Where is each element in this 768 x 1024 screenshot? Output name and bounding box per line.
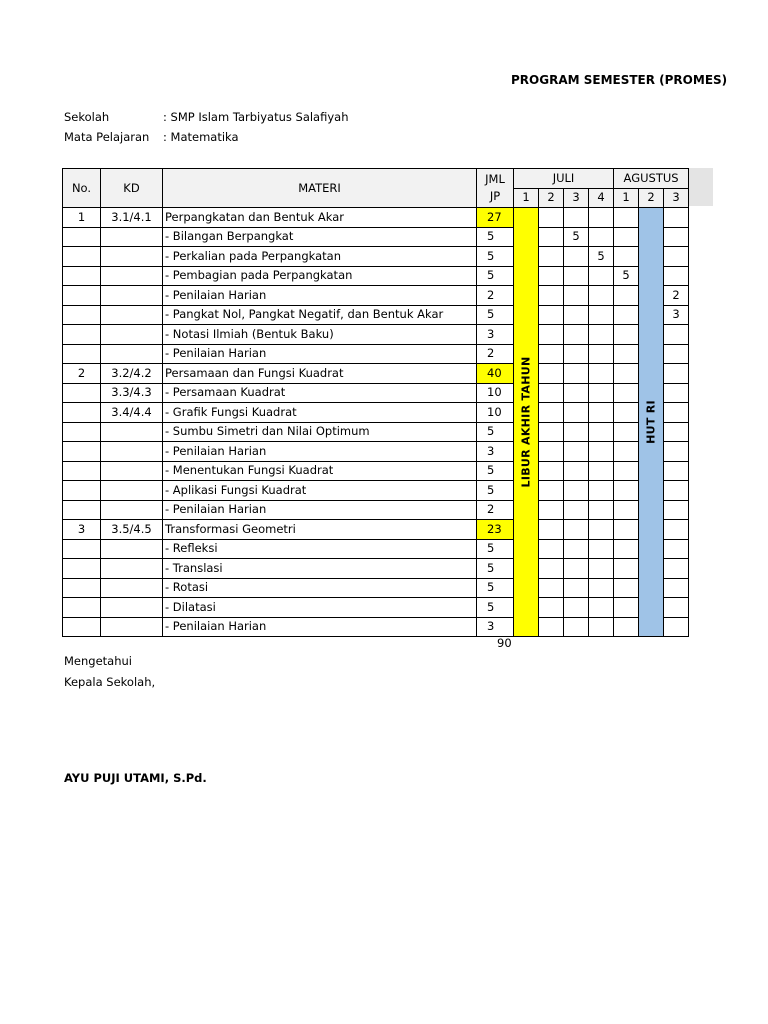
week-cell (539, 247, 564, 267)
week-cell (539, 617, 564, 637)
row-kd (101, 266, 163, 286)
week-cell (614, 539, 639, 559)
info-label-sekolah: Sekolah (64, 110, 110, 124)
week-cell (614, 208, 639, 228)
table-row (63, 559, 689, 579)
table-row (63, 422, 689, 442)
week-cell (589, 500, 614, 520)
row-kd (101, 325, 163, 345)
row-jp: 10 (477, 383, 514, 403)
week-cell: 5 (614, 266, 639, 286)
week-cell (564, 403, 589, 423)
row-kd (101, 442, 163, 462)
week-cell (614, 325, 639, 345)
row-jp: 3 (477, 325, 514, 345)
week-cell (589, 325, 614, 345)
row-no (63, 442, 101, 462)
week-cell (589, 481, 614, 501)
week-cell: 3 (664, 305, 689, 325)
week-cell (664, 598, 689, 618)
week-cell (564, 344, 589, 364)
libur-akhir-tahun-label: LIBUR AKHIR TAHUN (519, 356, 533, 488)
row-jp: 23 (477, 520, 514, 540)
week-juli-3: 3 (564, 188, 589, 208)
info-value-sekolah: : SMP Islam Tarbiyatus Salafiyah (163, 110, 349, 124)
row-no (63, 383, 101, 403)
row-kd (101, 539, 163, 559)
row-kd (101, 578, 163, 598)
hut-ri-label: HUT RI (644, 400, 658, 444)
row-materi: Transformasi Geometri (163, 520, 477, 540)
row-materi: - Penilaian Harian (163, 617, 477, 637)
week-cell (589, 344, 614, 364)
row-kd (101, 481, 163, 501)
row-kd (101, 227, 163, 247)
row-no: 3 (63, 520, 101, 540)
row-jp: 3 (477, 617, 514, 637)
week-cell (589, 559, 614, 579)
row-kd: 3.2/4.2 (101, 364, 163, 384)
week-cell (589, 422, 614, 442)
info-value-mata-pelajaran: : Matematika (163, 130, 239, 144)
table-row (63, 266, 689, 286)
row-kd (101, 559, 163, 579)
row-kd (101, 305, 163, 325)
row-jp: 2 (477, 286, 514, 306)
week-cell (589, 598, 614, 618)
row-no (63, 500, 101, 520)
row-kd: 3.5/4.5 (101, 520, 163, 540)
week-cell: 2 (664, 286, 689, 306)
row-jp: 5 (477, 461, 514, 481)
total-jp: 90 (497, 636, 512, 650)
header-month-juli: JULI (514, 169, 614, 189)
week-cell (614, 383, 639, 403)
row-no (63, 286, 101, 306)
week-cell (564, 461, 589, 481)
week-cell (539, 344, 564, 364)
week-cell (564, 247, 589, 267)
row-no: 2 (63, 364, 101, 384)
table-row (63, 520, 689, 540)
week-agustus-3: 3 (664, 188, 689, 208)
signature-acknowledge: Mengetahui (64, 654, 132, 668)
week-cell (664, 383, 689, 403)
week-cell (614, 305, 639, 325)
week-cell (664, 403, 689, 423)
table-row (63, 383, 689, 403)
table-row (63, 578, 689, 598)
week-cell (614, 442, 639, 462)
week-cell (589, 364, 614, 384)
week-cell (614, 344, 639, 364)
header-kd: KD (101, 169, 163, 208)
week-cell (664, 481, 689, 501)
week-cell (539, 539, 564, 559)
semester-program-table (62, 168, 689, 637)
week-cell (539, 520, 564, 540)
week-cell (614, 227, 639, 247)
header-month-agustus: AGUSTUS (614, 169, 689, 189)
week-cell (664, 364, 689, 384)
document-title: PROGRAM SEMESTER (PROMES) (511, 73, 728, 87)
week-cell (564, 325, 589, 345)
info-label-mata-pelajaran: Mata Pelajaran (64, 130, 150, 144)
row-no (63, 305, 101, 325)
row-materi: - Rotasi (163, 578, 477, 598)
week-cell (614, 422, 639, 442)
week-cell (539, 305, 564, 325)
week-cell (564, 539, 589, 559)
row-materi: - Penilaian Harian (163, 442, 477, 462)
table-row (63, 598, 689, 618)
row-no (63, 578, 101, 598)
week-cell (614, 461, 639, 481)
hut-ri-band (639, 208, 664, 637)
row-no (63, 344, 101, 364)
week-cell (589, 266, 614, 286)
table-row (63, 227, 689, 247)
week-juli-1: 1 (514, 188, 539, 208)
week-cell (539, 383, 564, 403)
table-row (63, 481, 689, 501)
week-cell (564, 266, 589, 286)
week-cell (589, 403, 614, 423)
week-agustus-1: 1 (614, 188, 639, 208)
week-cell (589, 461, 614, 481)
week-cell (539, 461, 564, 481)
row-jp: 5 (477, 227, 514, 247)
week-cell (589, 539, 614, 559)
row-no (63, 403, 101, 423)
row-kd (101, 286, 163, 306)
week-cell (539, 208, 564, 228)
week-cell (664, 500, 689, 520)
row-materi: - Grafik Fungsi Kuadrat (163, 403, 477, 423)
week-cell (589, 442, 614, 462)
table-row (63, 325, 689, 345)
week-cell (564, 598, 589, 618)
row-jp: 5 (477, 598, 514, 618)
week-cell (614, 364, 639, 384)
row-materi: - Perkalian pada Perpangkatan (163, 247, 477, 267)
week-cell (589, 383, 614, 403)
row-kd: 3.1/4.1 (101, 208, 163, 228)
row-materi: - Penilaian Harian (163, 286, 477, 306)
row-materi: - Notasi Ilmiah (Bentuk Baku) (163, 325, 477, 345)
row-kd (101, 422, 163, 442)
header-materi: MATERI (163, 169, 477, 208)
week-cell (614, 598, 639, 618)
week-cell (614, 559, 639, 579)
row-jp: 3 (477, 442, 514, 462)
row-materi: - Dilatasi (163, 598, 477, 618)
week-cell (664, 344, 689, 364)
week-cell (539, 598, 564, 618)
header-gray-band (688, 168, 713, 206)
row-materi: - Persamaan Kuadrat (163, 383, 477, 403)
row-jp: 27 (477, 208, 514, 228)
row-no: 1 (63, 208, 101, 228)
week-cell (614, 403, 639, 423)
week-cell (539, 266, 564, 286)
header-jml: JML (485, 172, 505, 186)
week-cell (539, 227, 564, 247)
row-kd: 3.4/4.4 (101, 403, 163, 423)
week-cell (664, 227, 689, 247)
week-cell (589, 208, 614, 228)
week-cell (564, 500, 589, 520)
row-no (63, 539, 101, 559)
table-row (63, 500, 689, 520)
signature-role: Kepala Sekolah, (64, 675, 156, 689)
week-agustus-2: 2 (639, 188, 664, 208)
row-materi: - Pangkat Nol, Pangkat Negatif, dan Bentuk Akar (163, 305, 477, 325)
table-row (63, 539, 689, 559)
row-jp: 5 (477, 266, 514, 286)
week-cell (539, 500, 564, 520)
week-cell (614, 286, 639, 306)
table-row (63, 305, 689, 325)
table-body (63, 208, 689, 637)
row-jp: 5 (477, 305, 514, 325)
week-cell (614, 500, 639, 520)
week-cell (589, 520, 614, 540)
row-kd (101, 247, 163, 267)
row-kd (101, 617, 163, 637)
table-row (63, 442, 689, 462)
header-no: No. (63, 169, 101, 208)
week-cell (664, 247, 689, 267)
header-jp: JP (489, 189, 501, 203)
row-jp: 40 (477, 364, 514, 384)
week-cell (664, 442, 689, 462)
row-materi: - Translasi (163, 559, 477, 579)
row-jp: 10 (477, 403, 514, 423)
week-cell (589, 617, 614, 637)
row-jp: 5 (477, 578, 514, 598)
week-cell (564, 442, 589, 462)
week-cell (564, 481, 589, 501)
row-no (63, 227, 101, 247)
week-cell (539, 286, 564, 306)
week-cell (539, 403, 564, 423)
info-row-sekolah (64, 110, 349, 124)
week-cell (539, 422, 564, 442)
row-no (63, 266, 101, 286)
row-no (63, 325, 101, 345)
week-cell (539, 325, 564, 345)
info-row-mata-pelajaran (64, 130, 239, 144)
row-jp: 5 (477, 422, 514, 442)
week-cell (564, 422, 589, 442)
libur-akhir-tahun-band (514, 208, 539, 637)
row-no (63, 559, 101, 579)
week-cell (564, 305, 589, 325)
week-cell (664, 539, 689, 559)
week-cell (664, 422, 689, 442)
week-cell (564, 208, 589, 228)
week-cell (564, 383, 589, 403)
week-cell (589, 578, 614, 598)
week-cell: 5 (564, 227, 589, 247)
week-cell (664, 266, 689, 286)
week-cell (539, 559, 564, 579)
table-row (63, 247, 689, 267)
row-materi: - Pembagian pada Perpangkatan (163, 266, 477, 286)
row-jp: 2 (477, 500, 514, 520)
week-cell (664, 578, 689, 598)
row-jp: 5 (477, 481, 514, 501)
week-cell (564, 364, 589, 384)
table-header-row (63, 169, 689, 189)
row-materi: - Refleksi (163, 539, 477, 559)
row-materi: Perpangkatan dan Bentuk Akar (163, 208, 477, 228)
week-cell (614, 481, 639, 501)
table-row (63, 403, 689, 423)
week-cell (664, 559, 689, 579)
row-materi: - Aplikasi Fungsi Kuadrat (163, 481, 477, 501)
row-jp: 2 (477, 344, 514, 364)
row-materi: Persamaan dan Fungsi Kuadrat (163, 364, 477, 384)
row-no (63, 481, 101, 501)
row-no (63, 617, 101, 637)
row-kd (101, 344, 163, 364)
row-no (63, 247, 101, 267)
row-kd (101, 461, 163, 481)
signature-name: AYU PUJI UTAMI, S.Pd. (64, 771, 207, 785)
row-kd (101, 598, 163, 618)
table-row (63, 208, 689, 228)
row-jp: 5 (477, 559, 514, 579)
week-cell: 5 (589, 247, 614, 267)
row-no (63, 422, 101, 442)
header-jml-jp (477, 169, 514, 208)
row-materi: - Menentukan Fungsi Kuadrat (163, 461, 477, 481)
week-cell (564, 617, 589, 637)
week-cell (539, 442, 564, 462)
table-row (63, 344, 689, 364)
week-cell (664, 617, 689, 637)
row-no (63, 461, 101, 481)
week-juli-4: 4 (589, 188, 614, 208)
week-cell (614, 578, 639, 598)
table-row (63, 364, 689, 384)
table-row (63, 286, 689, 306)
table-row (63, 461, 689, 481)
row-materi: - Penilaian Harian (163, 344, 477, 364)
week-cell (564, 578, 589, 598)
week-cell (614, 520, 639, 540)
week-juli-2: 2 (539, 188, 564, 208)
week-cell (564, 559, 589, 579)
table-row (63, 617, 689, 637)
row-kd: 3.3/4.3 (101, 383, 163, 403)
week-cell (614, 617, 639, 637)
week-cell (614, 247, 639, 267)
week-cell (589, 305, 614, 325)
week-cell (664, 520, 689, 540)
row-jp: 5 (477, 539, 514, 559)
week-cell (589, 286, 614, 306)
week-cell (664, 461, 689, 481)
row-materi: - Penilaian Harian (163, 500, 477, 520)
week-cell (664, 208, 689, 228)
week-cell (564, 286, 589, 306)
week-cell (539, 364, 564, 384)
row-no (63, 598, 101, 618)
row-kd (101, 500, 163, 520)
row-materi: - Bilangan Berpangkat (163, 227, 477, 247)
week-cell (539, 578, 564, 598)
week-cell (664, 325, 689, 345)
week-cell (539, 481, 564, 501)
row-materi: - Sumbu Simetri dan Nilai Optimum (163, 422, 477, 442)
row-jp: 5 (477, 247, 514, 267)
week-cell (589, 227, 614, 247)
week-cell (564, 520, 589, 540)
